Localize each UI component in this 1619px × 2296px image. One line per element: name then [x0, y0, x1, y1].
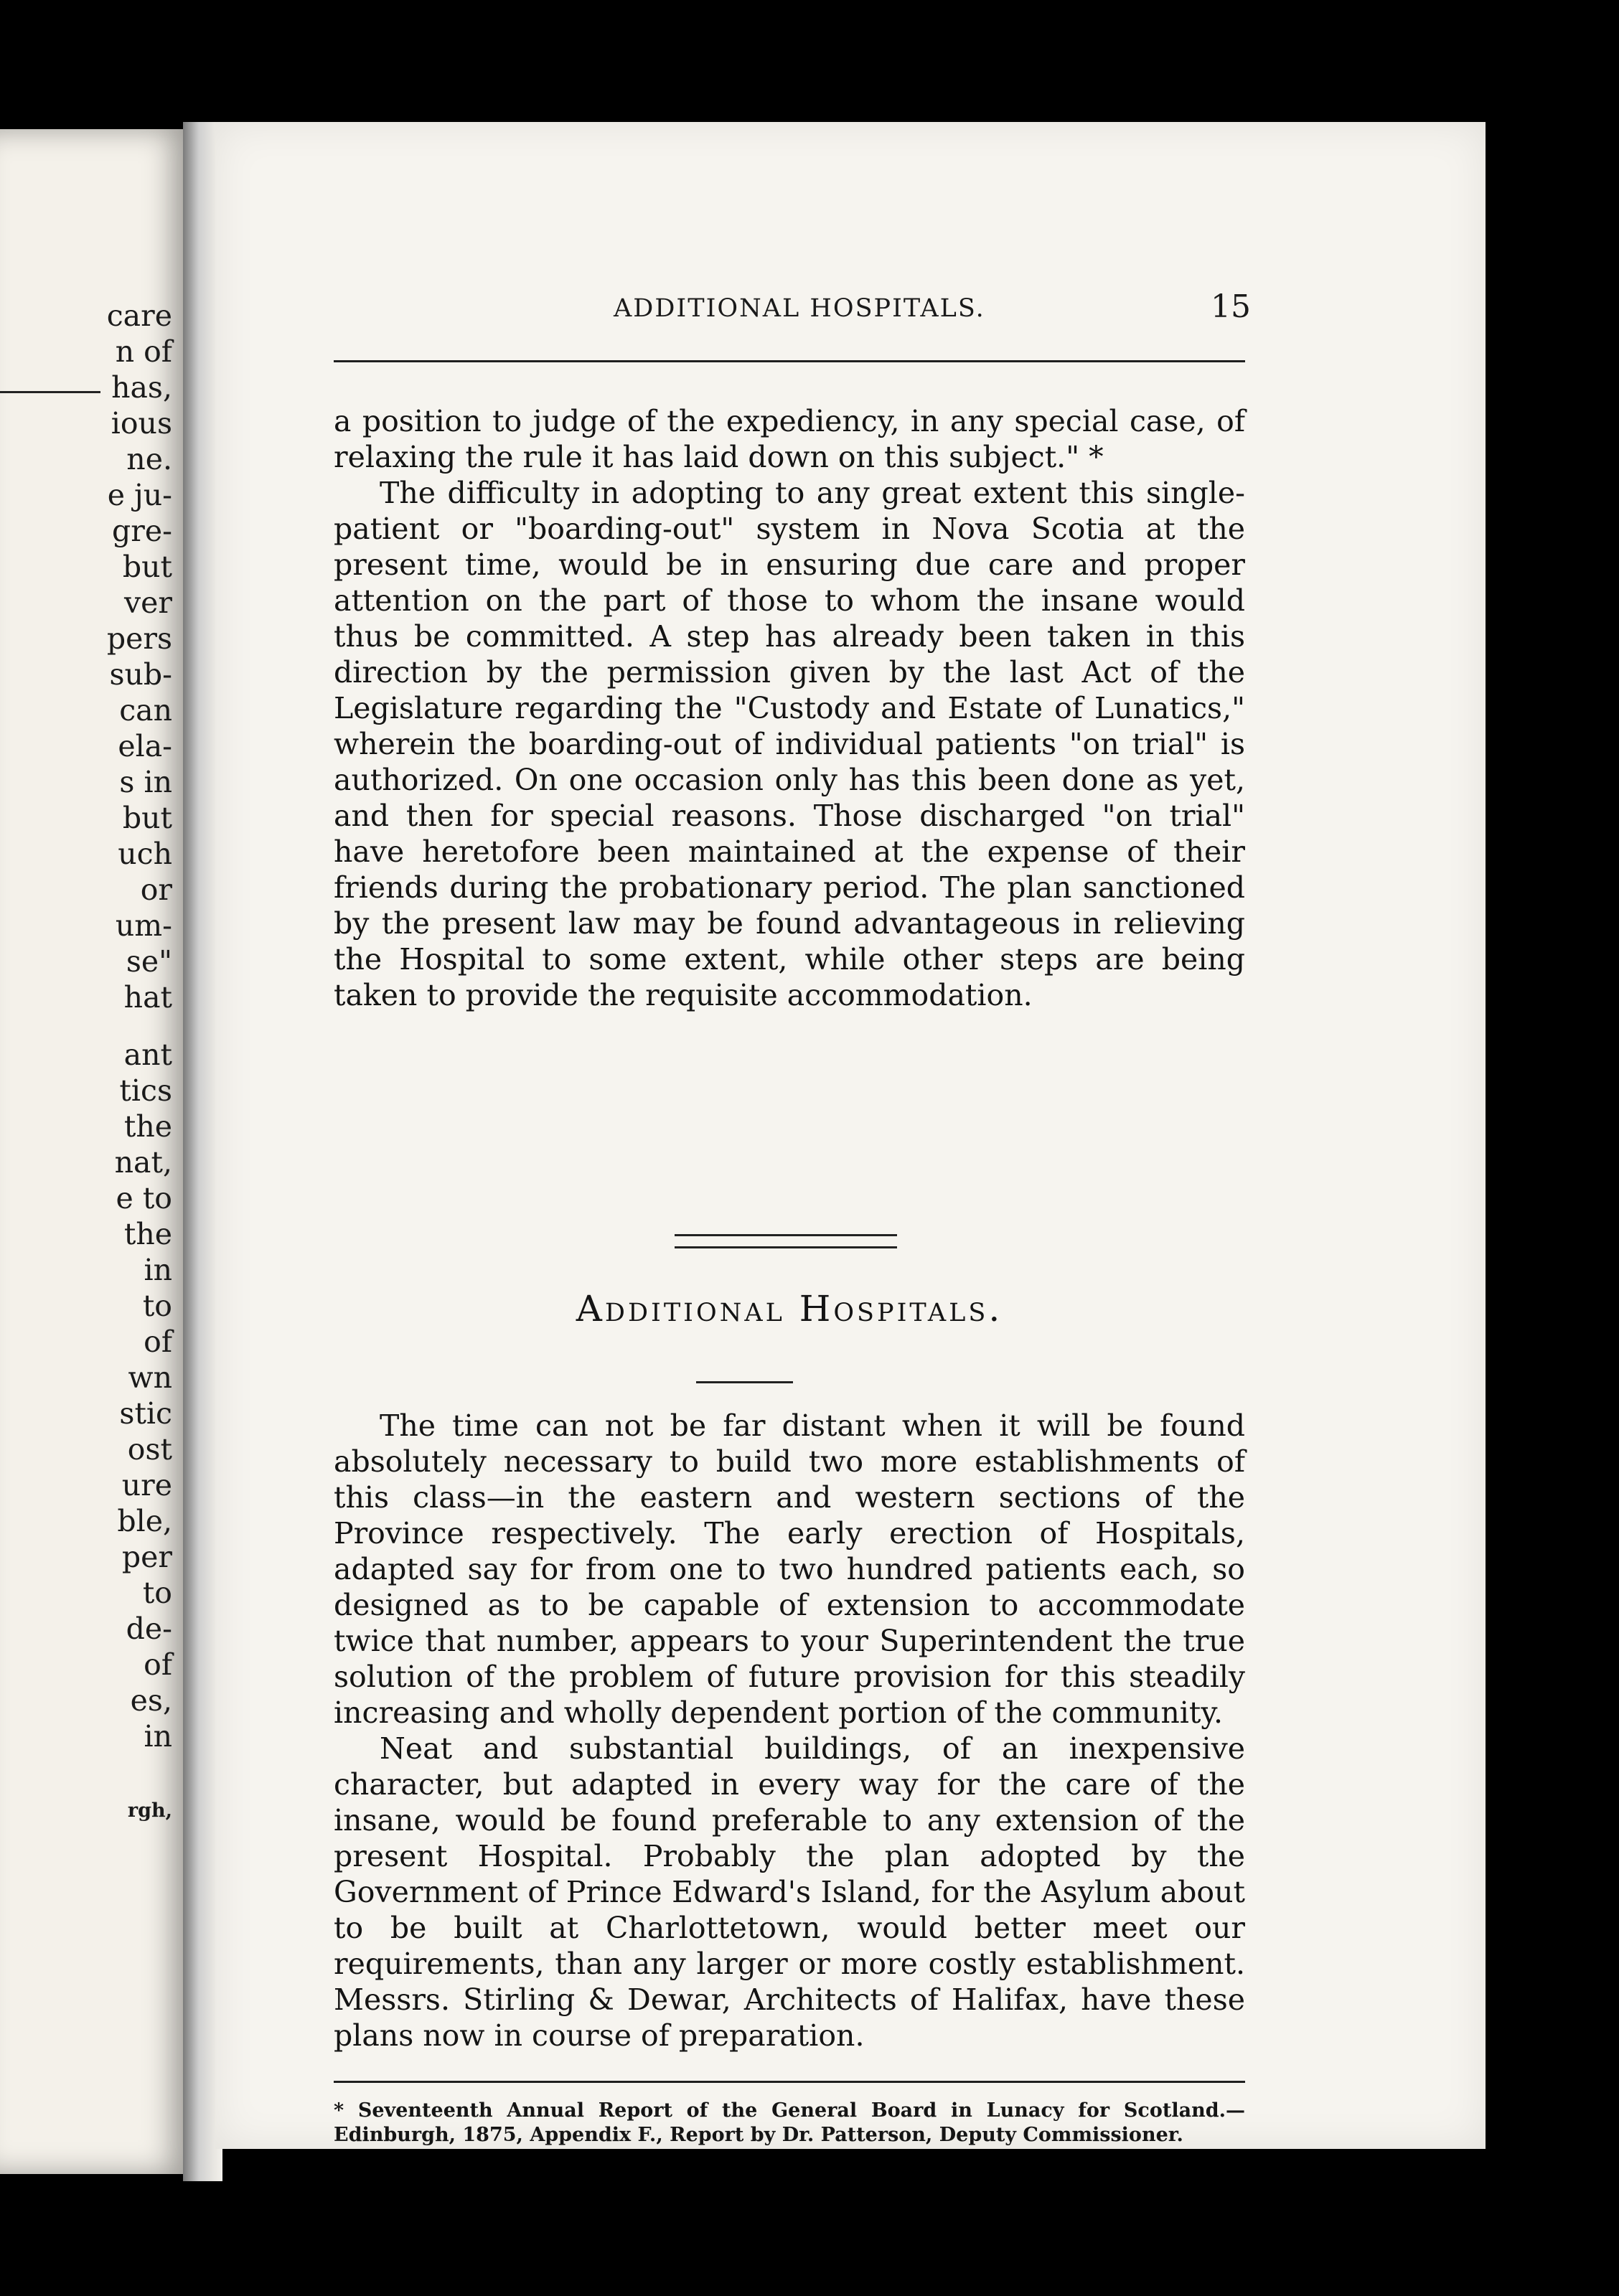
left-page-fragment: but	[122, 550, 172, 584]
left-page-fragment: ost	[127, 1432, 172, 1467]
paragraph: a position to judge of the expediency, in any special case, of relaxing the rule it has laid down on this subject." *	[334, 404, 1245, 474]
running-head-title: ADDITIONAL HOSPITALS.	[614, 294, 985, 323]
left-page-fragment: nat,	[114, 1145, 172, 1180]
left-page-fragment: se"	[126, 944, 172, 979]
left-page-fragment: can	[119, 693, 172, 728]
left-page-fragment: n of	[115, 334, 172, 369]
left-page-fragment: of	[144, 1647, 172, 1682]
left-page-fragment: has,	[111, 370, 172, 405]
left-page-fragment: e to	[116, 1181, 172, 1215]
left-page-fragment: of	[144, 1325, 172, 1359]
running-head	[334, 288, 1259, 337]
left-page-fragment: to	[142, 1289, 172, 1323]
header-rule	[334, 360, 1245, 362]
body-text-top	[334, 403, 1245, 1013]
left-page-fragment: per	[121, 1540, 172, 1574]
left-page-fragment: uch	[118, 837, 172, 871]
paragraph: The difficulty in adopting to any great extent this single-patient or "boarding-out" system in Nova Scotia at the present time, would be in ensuring due care and proper attention on the part of those to whom the insane would thus be committed. A step has already been taken in this direction by the permission given by the last Act of the Legislature regarding the "Custody and Estate of Lunatics," wherein the boarding-out of individual patients "on trial" is authorized. On one occasion only has this been done as yet, and then for special reasons. Those discharged "on trial" have heretofore been maintained at the expense of their friends during the probationary period. The plan sanctioned by the present law may be found advantageous in relieving the Hospital to some extent, while other steps are being taken to provide the requisite accommodation.	[334, 476, 1245, 1012]
heading-underline	[696, 1381, 793, 1383]
left-page-fragment: ure	[121, 1468, 172, 1502]
left-page-fragment: tics	[119, 1073, 172, 1108]
footnote: * Seventeenth Annual Report of the General Board in Lunacy for Scotland.—Edinburgh, 1875, Appendix F., Report by Dr. Patterson, Deputy Commissioner.	[334, 2099, 1245, 2146]
left-page-fragment: stic	[119, 1396, 172, 1431]
footnote-rule	[334, 2081, 1245, 2083]
left-page-fragment: hat	[123, 980, 172, 1015]
section-divider	[675, 1234, 897, 1248]
left-page-fragment: s in	[119, 765, 172, 799]
left-page-fragment: pers	[106, 621, 172, 656]
left-page-fragment: but	[122, 801, 172, 835]
left-page-fragment: in	[144, 1253, 172, 1287]
left-page-fragment: ious	[111, 406, 172, 441]
paragraph: The time can not be far distant when it will be found absolutely necessary to build two more establishments of this class—in the eastern and western sections of the Province respectively. The early erection of Hospitals, adapted say for from one to two hundred patients each, so designed as to be capable of extension to accommodate twice that number, appears to your Superintendent the true solution of the problem of future provision for this steadily increasing and wholly dependent portion of the community.	[334, 1408, 1245, 1730]
left-page-fragment: de-	[126, 1612, 172, 1646]
left-page-fragment: gre-	[112, 514, 172, 548]
left-page-fragment: ant	[123, 1038, 172, 1072]
page-number: 15	[1211, 288, 1251, 325]
left-page-fragment: ble,	[117, 1504, 172, 1538]
left-page-fragment: wn	[128, 1360, 172, 1395]
book-page	[215, 122, 1486, 2149]
body-text-bottom	[334, 1408, 1245, 2053]
left-page-fragment: ela-	[118, 729, 172, 763]
left-facing-page	[0, 129, 194, 2174]
left-page-fragment: or	[140, 872, 172, 907]
left-page-fragment: ver	[123, 585, 172, 620]
left-page-fragment: ne.	[126, 442, 172, 476]
left-page-rule	[0, 391, 100, 393]
paragraph: Neat and substantial buildings, of an inexpensive character, but adapted in every way for the care of the insane, would be found preferable to any extension of the present Hospital. Probably the plan adopted by the Government of Prince Edward's Island, for the Asylum about to be built at Charlottetown, would better meet our requirements, than any larger or more costly establishment. Messrs. Stirling & Dewar, Architects of Halifax, have these plans now in course of preparation.	[334, 1731, 1245, 2053]
left-page-fragment: to	[142, 1576, 172, 1610]
left-page-fragment: the	[123, 1217, 172, 1251]
left-page-fragment: sub-	[109, 657, 172, 692]
left-page-fragment: um-	[115, 908, 172, 943]
left-page-fragment: care	[106, 298, 172, 333]
section-heading: Additional Hospitals.	[576, 1288, 1003, 1330]
left-page-fragment: in	[144, 1719, 172, 1754]
left-page-fragment: es,	[130, 1683, 172, 1718]
left-page-fragment: e ju-	[107, 478, 172, 512]
left-page-fragment: the	[123, 1109, 172, 1144]
left-page-fragment: rgh,	[127, 1799, 172, 1822]
